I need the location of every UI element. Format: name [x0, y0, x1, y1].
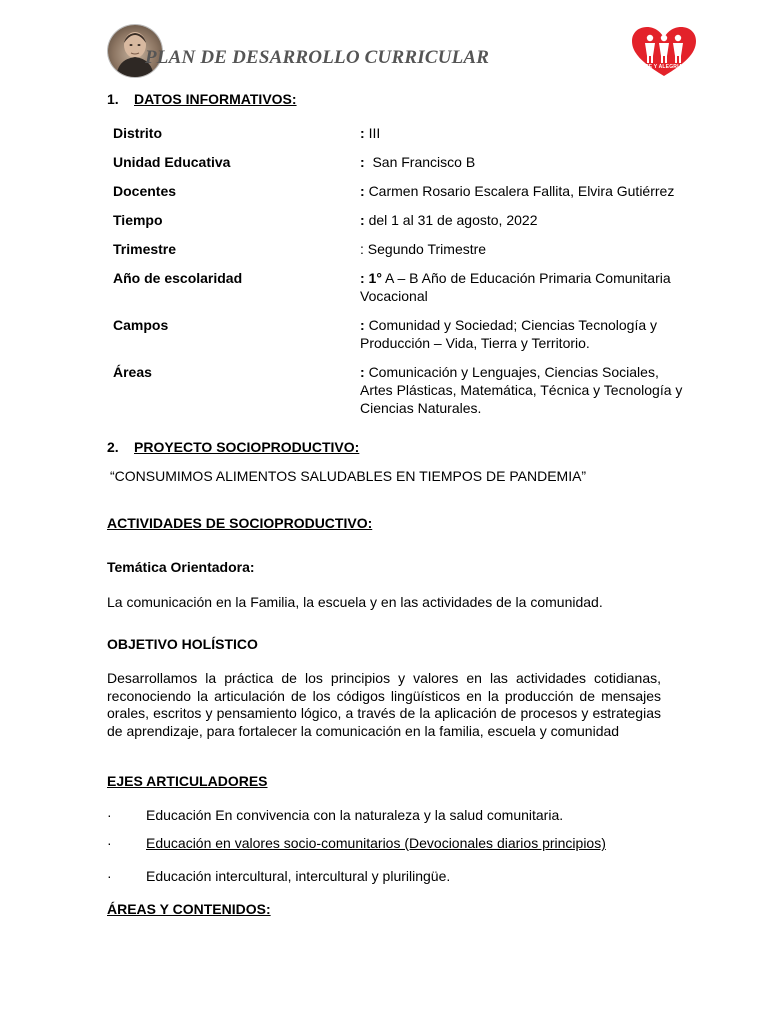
info-value: : Carmen Rosario Escalera Fallita, Elvira Gutiérrez — [360, 183, 675, 199]
info-value: : 1° A – B Año de Educación Primaria Comunitaria Vocacional — [360, 270, 671, 304]
bullet-icon: · — [107, 868, 112, 884]
section-title: PROYECTO SOCIOPRODUCTIVO: — [134, 439, 360, 455]
areas-heading: ÁREAS Y CONTENIDOS: — [107, 901, 271, 917]
project-name: “CONSUMIMOS ALIMENTOS SALUDABLES EN TIEMPOS DE PANDEMIA” — [110, 468, 587, 484]
info-row-tiempo — [113, 211, 693, 229]
info-row-docentes — [113, 182, 693, 200]
info-row-escolaridad — [113, 269, 693, 305]
document-header — [0, 0, 768, 90]
section-number: 1. — [107, 91, 119, 107]
list-item: · Educación En convivencia con la naturaleza y la salud comunitaria. — [107, 807, 564, 823]
info-value: : Comunicación y Lenguajes, Ciencias Sociales, Artes Plásticas, Matemática, Técnica y Tecnología y Ciencias Naturales. — [360, 364, 683, 416]
info-label: Tiempo — [113, 212, 163, 228]
logo-text: FE Y ALEGRIA — [645, 64, 683, 70]
activities-heading: ACTIVIDADES DE SOCIOPRODUCTIVO: — [107, 515, 373, 531]
info-row-unidad — [113, 153, 693, 171]
info-label: Distrito — [113, 125, 162, 141]
info-row-campos — [113, 316, 693, 352]
info-value: : Segundo Trimestre — [360, 241, 487, 257]
info-label: Docentes — [113, 183, 177, 199]
section-number: 2. — [107, 439, 119, 455]
list-item: · Educación intercultural, intercultural y plurilingüe. — [107, 868, 451, 884]
fe-y-alegria-logo — [630, 26, 698, 78]
info-row-distrito — [113, 124, 693, 142]
bullet-icon: · — [107, 807, 112, 823]
tematica-text: La comunicación en la Familia, la escuela y en las actividades de la comunidad. — [107, 594, 603, 610]
info-table — [113, 124, 693, 417]
info-row-areas — [113, 363, 693, 417]
section-heading-proyecto — [107, 439, 359, 455]
page-title: PLAN DE DESARROLLO CURRICULAR — [145, 47, 490, 68]
objetivo-text: Desarrollamos la práctica de los principios y valores en las actividades cotidianas, reconociendo la articulación de los códigos lingüísticos en la producción de mensajes orales, escritos y pensamiento lógico, a través de la aplicación de procesos y estrategias de aprendizaje, para fortalecer la comunicación en la familia, escuela y comunidad — [107, 670, 661, 739]
info-value: : San Francisco B — [360, 154, 476, 170]
list-item: · Educación en valores socio-comunitarios (Devocionales diarios principios) — [107, 835, 606, 851]
info-label: Año de escolaridad — [113, 270, 243, 286]
info-label: Unidad Educativa — [113, 154, 231, 170]
section-title: DATOS INFORMATIVOS: — [134, 91, 297, 107]
info-value: : del 1 al 31 de agosto, 2022 — [360, 212, 538, 228]
info-value: : Comunidad y Sociedad; Ciencias Tecnología y Producción – Vida, Tierra y Territorio. — [360, 317, 658, 351]
objetivo-heading: OBJETIVO HOLÍSTICO — [107, 636, 258, 652]
section-heading-datos — [107, 91, 297, 107]
bullet-icon: · — [107, 835, 112, 851]
info-value: : III — [360, 125, 381, 141]
info-label: Áreas — [113, 364, 152, 380]
info-label: Campos — [113, 317, 169, 333]
ejes-heading: EJES ARTICULADORES — [107, 773, 268, 789]
tematica-heading: Temática Orientadora: — [107, 559, 255, 575]
info-row-trimestre — [113, 240, 693, 258]
info-label: Trimestre — [113, 241, 177, 257]
